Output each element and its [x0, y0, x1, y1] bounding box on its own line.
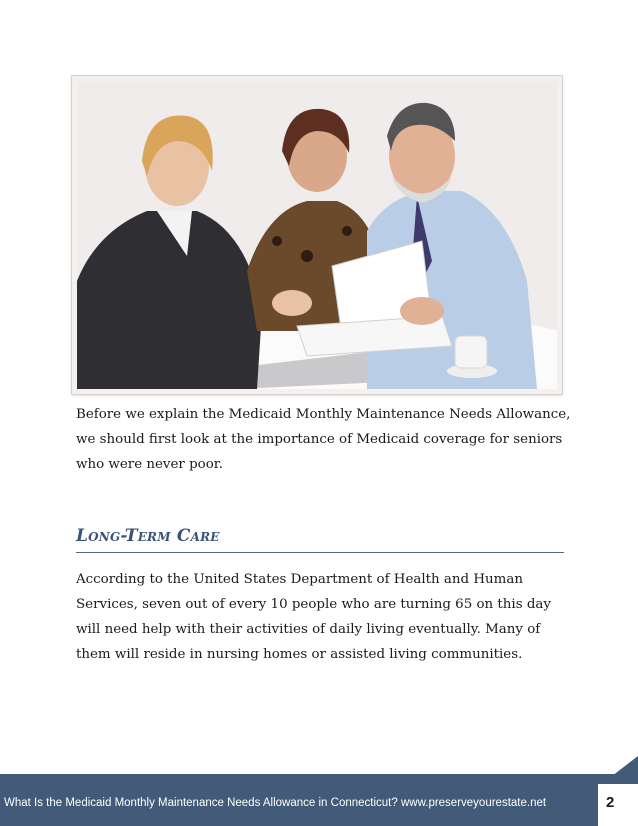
- meeting-photo-icon: [77, 81, 557, 389]
- photo-frame: [72, 76, 562, 394]
- intro-paragraph: Before we explain the Medicaid Monthly Maintenance Needs Allowance, we should first look at the importance of Medicaid coverage for seniors who were never poor.: [76, 407, 571, 472]
- section-body: According to the United States Department of Health and Human Services, seven out of every 10 people who are turning 65 on this day will need help with their activities of daily living eventually. Many of them will reside in nursing homes or assisted living communities.: [76, 572, 551, 662]
- footer-text: What Is the Medicaid Monthly Maintenance Needs Allowance in Connecticut? www.preserveyourestate.net: [4, 797, 547, 809]
- footer-corner: [612, 756, 638, 776]
- section-heading: Long-Term Care: [76, 526, 564, 553]
- page-number-box: [598, 784, 638, 826]
- page-number: 2: [606, 794, 615, 811]
